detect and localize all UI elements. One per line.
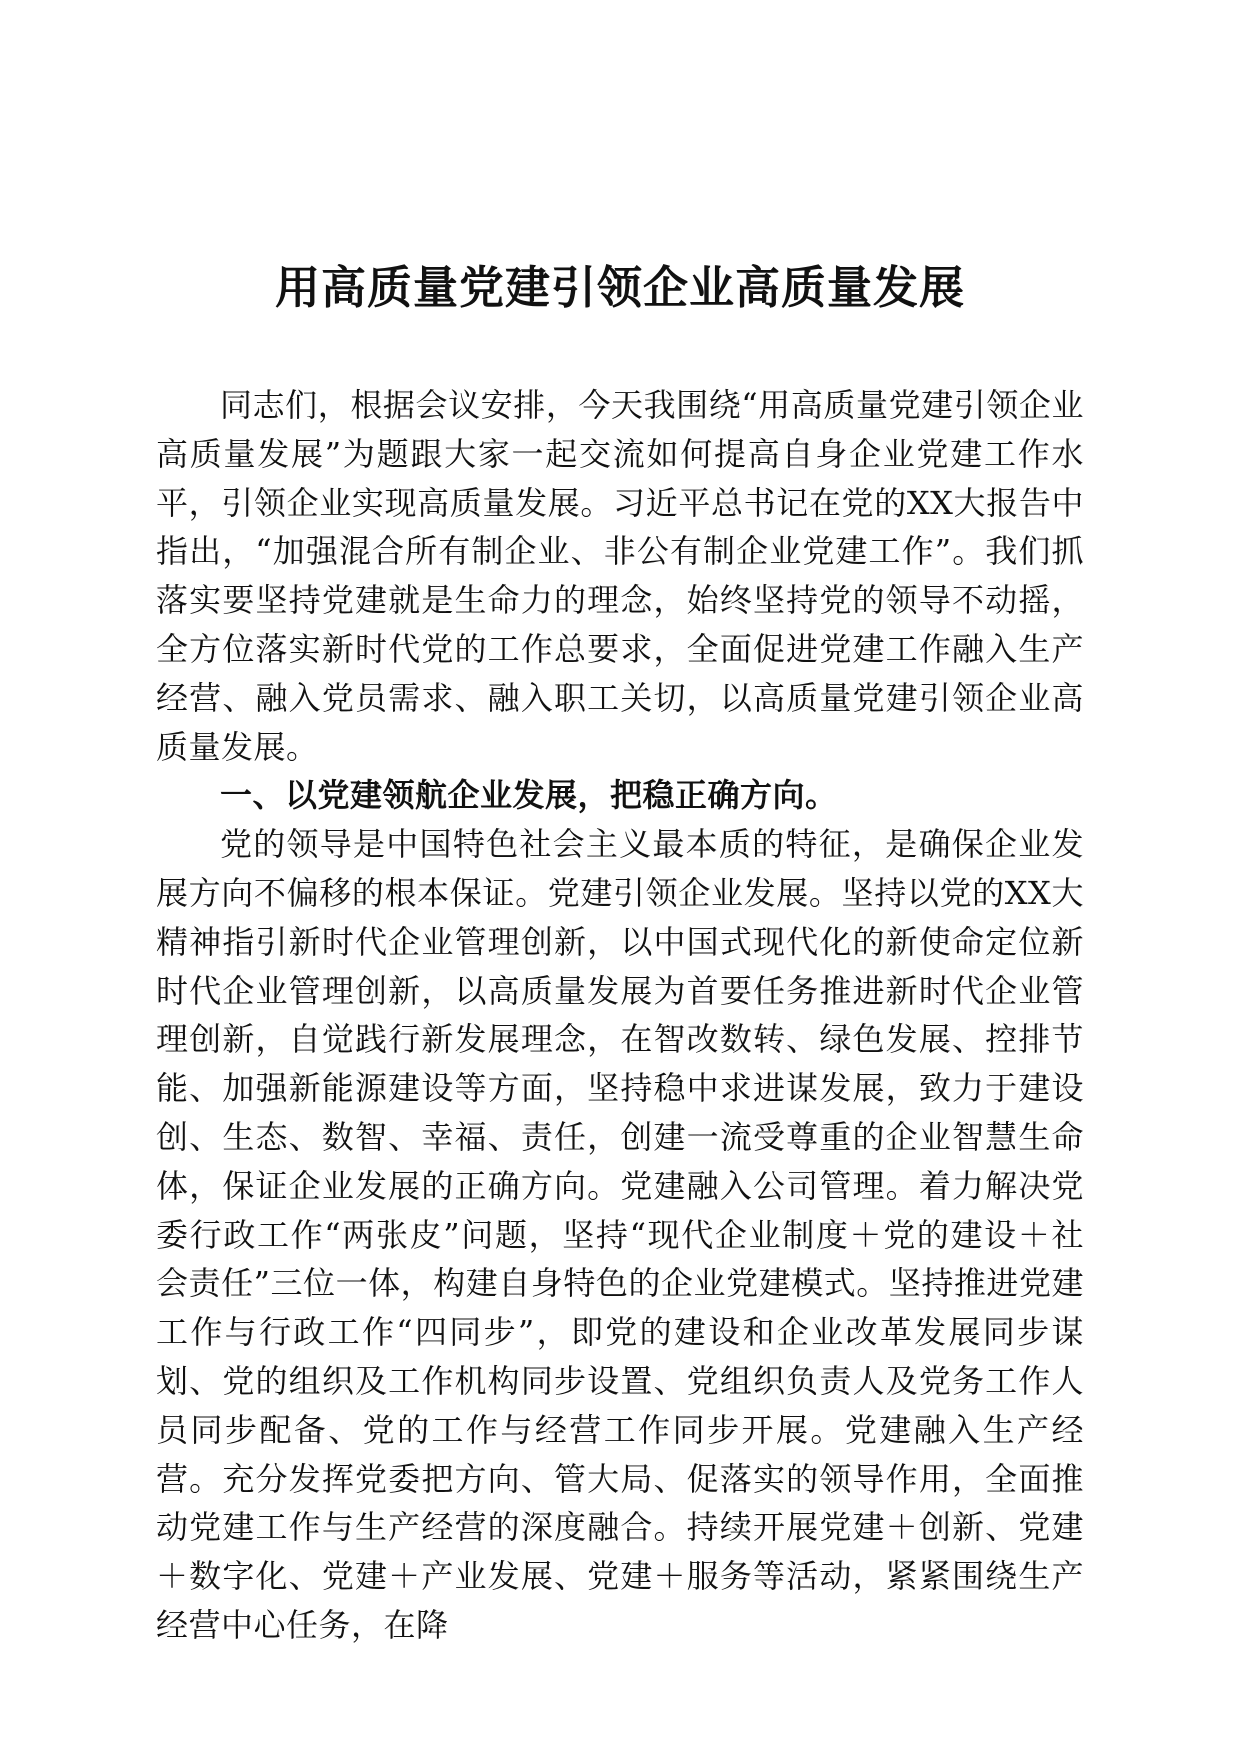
section-1-paragraph: 党的领导是中国特色社会主义最本质的特征，是确保企业发展方向不偏移的根本保证。党建引领企业发展。坚持以党的XX大精神指引新时代企业管理创新，以中国式现代化的新使命定位新时代企业管理创新，以高质量发展为首要任务推进新时代企业管理创新，自觉践行新发展理念，在智改数转、绿色发展、控排节能、加强新能源建设等方面，坚持稳中求进谋发展，致力于建设创、生态、数智、幸福、责任，创建一流受尊重的企业智慧生命体，保证企业发展的正确方向。党建融入公司管理。着力解决党委行政工作“两张皮”问题，坚持“现代企业制度＋党的建设＋社会责任”三位一体，构建自身特色的企业党建模式。坚持推进党建工作与行政工作“四同步”，即党的建设和企业改革发展同步谋划、党的组织及工作机构同步设置、党组织负责人及党务工作人员同步配备、党的工作与经营工作同步开展。党建融入生产经营。充分发挥党委把方向、管大局、促落实的领导作用，全面推动党建工作与生产经营的深度融合。持续开展党建＋创新、党建＋数字化、党建＋产业发展、党建＋服务等活动，紧紧围绕生产经营中心任务，在降 — [156, 825, 1084, 1644]
section-heading-1: 一、以党建领航企业发展，把稳正确方向。 — [220, 776, 838, 815]
document-title: 用高质量党建引领企业高质量发展 — [274, 261, 965, 315]
intro-paragraph: 同志们，根据会议安排，今天我围绕“用高质量党建引领企业高质量发展”为题跟大家一起交流如何提高自身企业党建工作水平，引领企业实现高质量发展。习近平总书记在党的XX大报告中指出，“加强混合所有制企业、非公有制企业党建工作”。我们抓落实要坚持党建就是生命力的理念，始终坚持党的领导不动摇，全方位落实新时代党的工作总要求，全面促进党建工作融入生产经营、融入党员需求、融入职工关切，以高质量党建引领企业高质量发展。 — [156, 386, 1084, 766]
document-body — [156, 381, 1084, 1650]
